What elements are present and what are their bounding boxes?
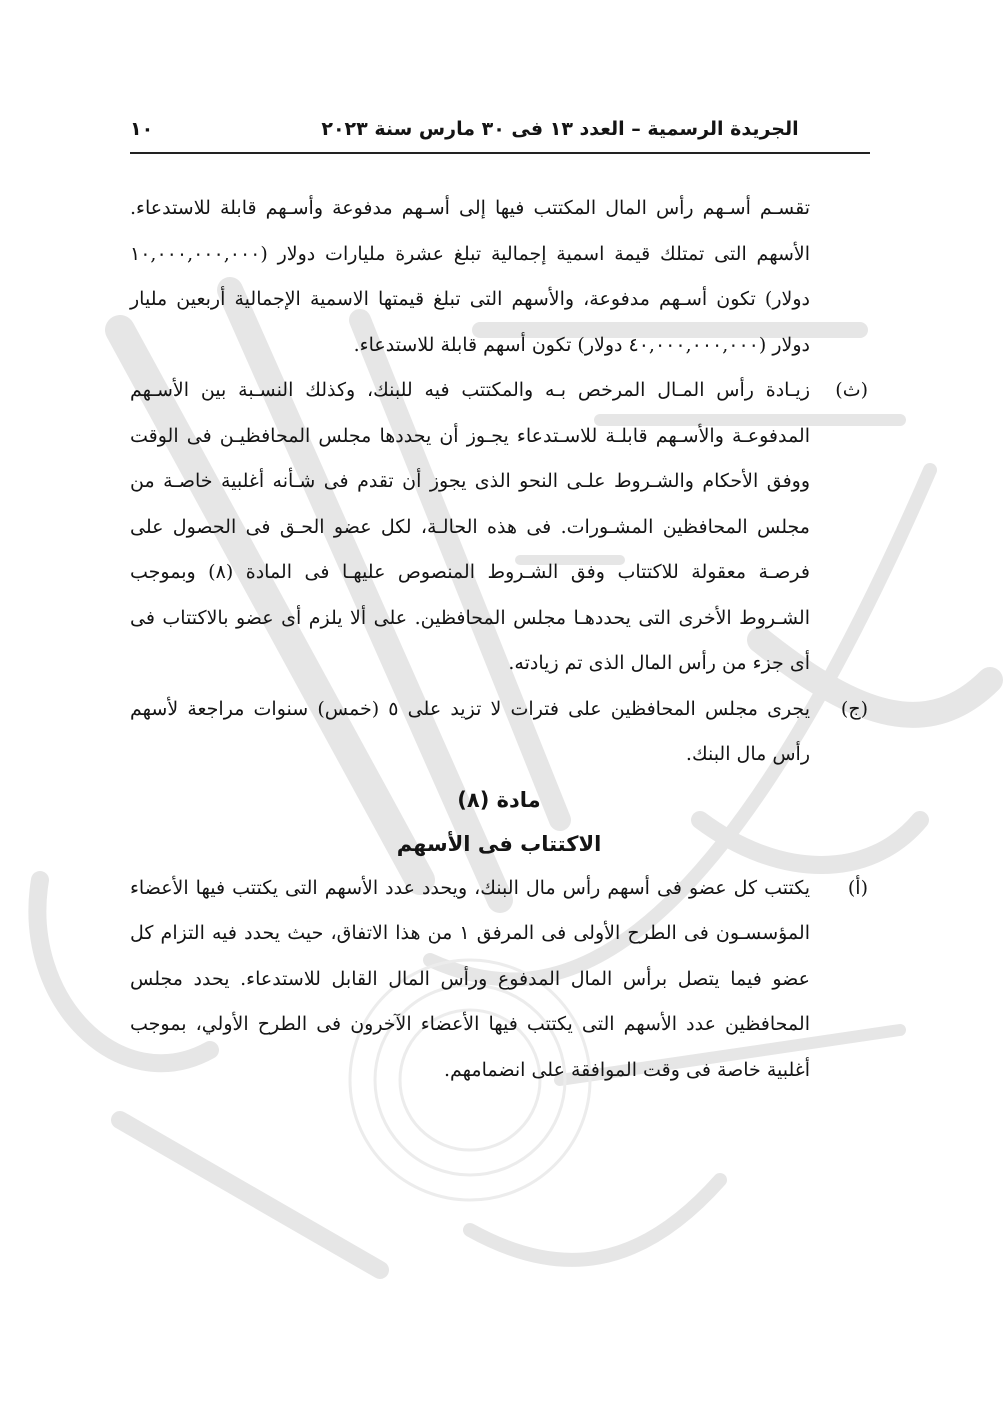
list-item-text: زيـادة رأس المـال المرخص بـه والمكتتب فيه للبنك، وكذلك النسـبة بين الأسـهم المدفوعـة والأسـهم قابلـة للاسـتدعاء يجـوز أن يحددها مجلس المحافظيـن فى الوقت ووفق الأحكام والشـروط علـى النحو الذى يجوز أن تقدم فى شـأنه أغلبية خاصـة من مجلس المحافظين المشـورات. فى هذه الحالـة، لكل عضو الحـق فى الحصول على فرصـة معقولة للاكتتاب وفق الشـروط المنصوص عليهـا فى المادة (٨) وبموجب الشـروط الأخرى التى يحددهـا مجلس المحافظين. على ألا يلزم أى عضو بالاكتتاب فى أى جزء من رأس المال الذى تم زيادته. <box>130 379 810 674</box>
list-item-jim <box>130 687 868 778</box>
article-title: الاكتتاب فى الأسهم <box>396 831 602 856</box>
page-header <box>130 112 870 154</box>
list-item-text: يكتتب كل عضو فى أسهم رأس مال البنك، ويحدد عدد الأسهم التى يكتتب فيها الأعضاء المؤسسـون فى الطرح الأولى فى المرفق ١ من هذا الاتفاق، حيث يحدد فيه التزام كل عضو فيما يتصل برأس المال المدفوع ورأس المال القابل للاستدعاء. يحدد مجلس المحافظين عدد الأسهم التى يكتتب فيها الأعضاء الآخرون فى الطرح الأولي، بموجب أغلبية خاصة فى وقت الموافقة على انضمامهم. <box>130 876 810 1081</box>
intro-paragraph: تقسـم أسـهم رأس المال المكتتب فيها إلى أسـهم مدفوعة وأسـهم قابلة للاستدعاء. الأسهم التى تمتلك قيمة اسمية إجمالية تبلغ عشرة مليارات دولار (١٠,٠٠٠,٠٠٠,٠٠٠ دولار) تكون أسـهم مدفوعة، والأسهم التى تبلغ قيمتها الاسمية الإجمالية أربعين مليار دولار (٤٠,٠٠٠,٠٠٠,٠٠٠ دولار) تكون أسهم قابلة للاستدعاء. <box>130 197 810 356</box>
list-item-marker: (ج) <box>840 697 868 720</box>
list-item-marker: (ث) <box>835 379 868 401</box>
list-item-marker: (أ) <box>847 876 868 899</box>
document-body <box>130 186 868 1093</box>
page-number: ١٠ <box>130 118 154 140</box>
article-number: مادة (٨) <box>457 787 541 812</box>
header-title: الجريدة الرسمية – العدد ١٣ فى ٣٠ مارس سنة ٢٠٢٣ <box>321 118 799 140</box>
list-item-text: يجرى مجلس المحافظين على فترات لا تزيد على ٥ (خمس) سنوات مراجعة لأسهم رأس مال البنك. <box>130 697 810 765</box>
list-item-alif <box>130 866 868 1094</box>
list-item-tha <box>130 368 868 687</box>
